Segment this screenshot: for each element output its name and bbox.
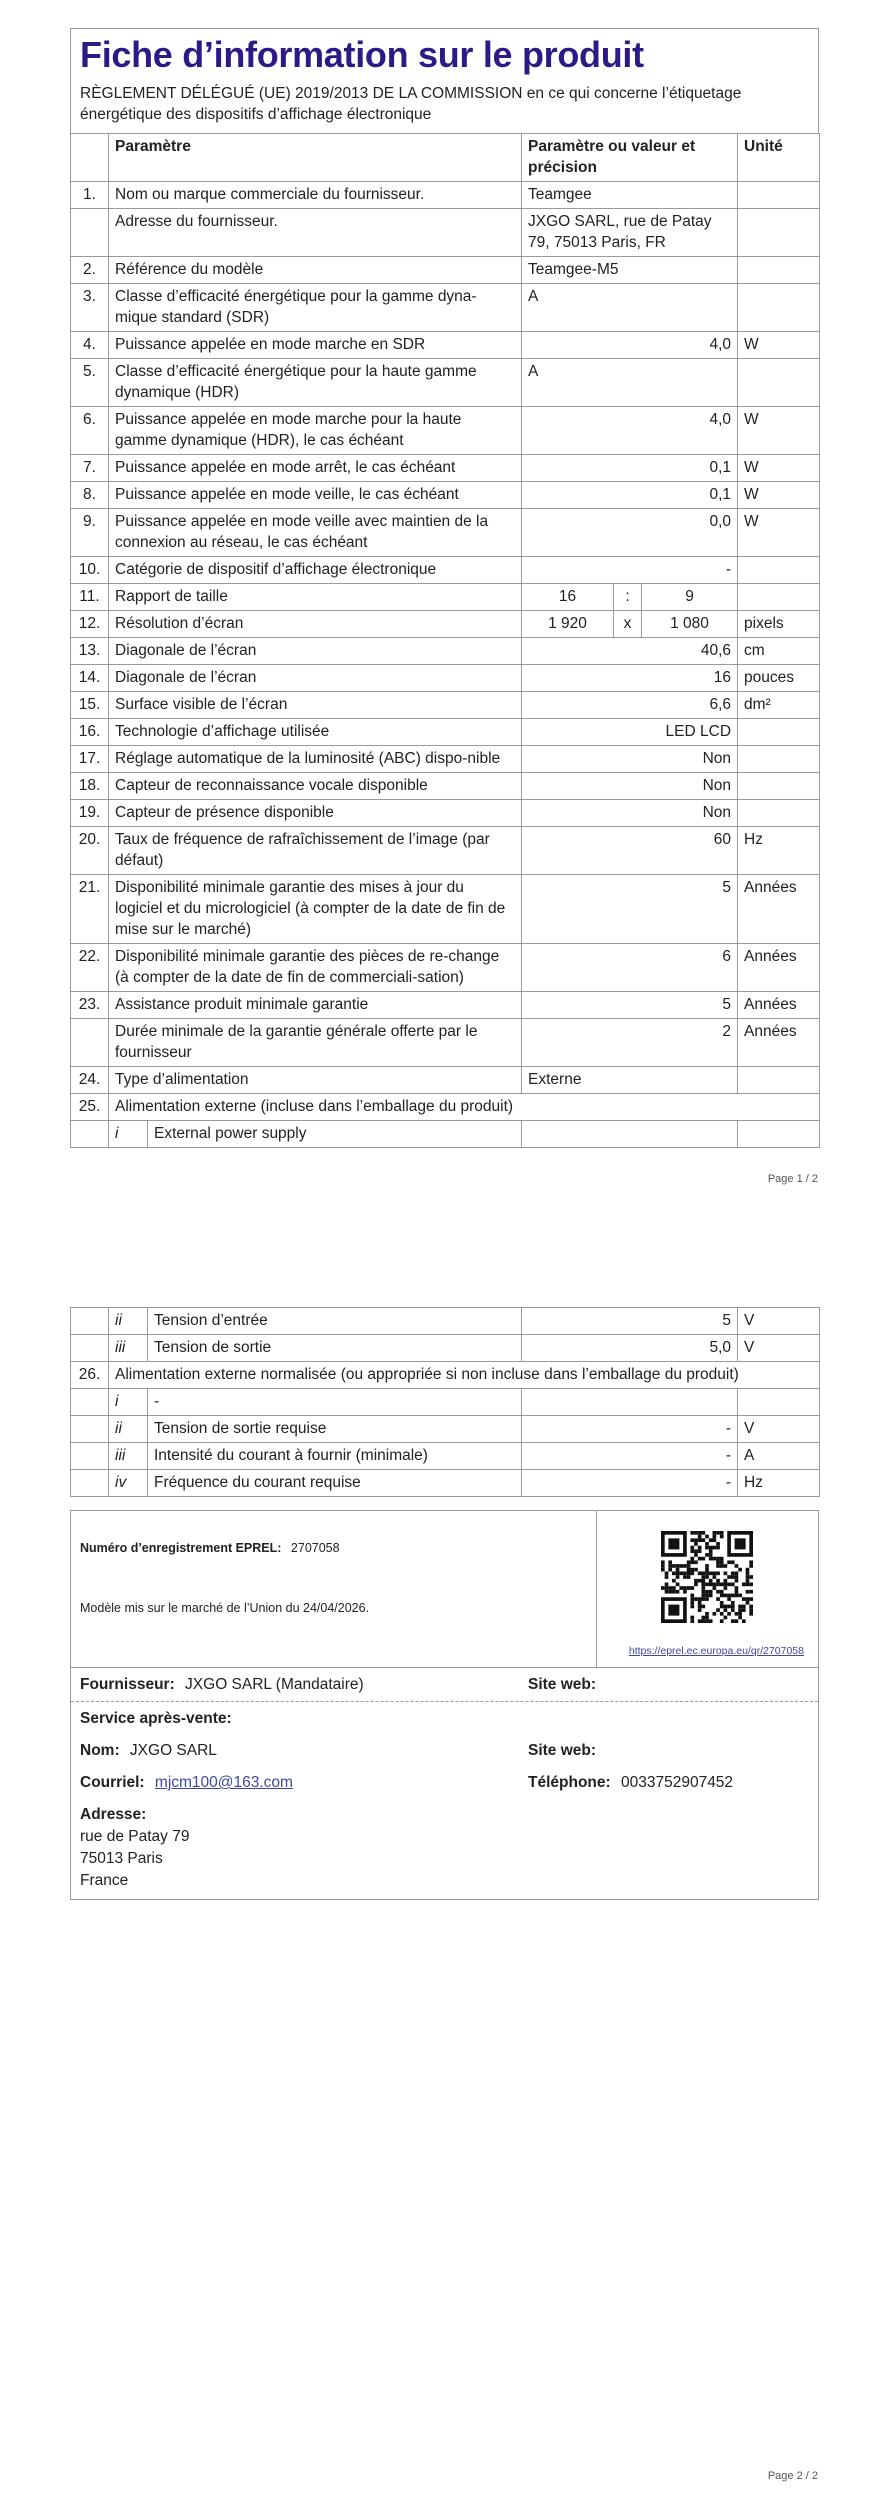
sub-index: i [109, 1389, 148, 1416]
supplier-row [71, 1668, 818, 1702]
row-unit [738, 257, 820, 284]
row-label: Puissance appelée en mode marche pour la haute gamme dynamique (HDR), le cas échéant [109, 407, 522, 455]
service-name-value: JXGO SARL [129, 1742, 217, 1759]
row-number: 22. [71, 944, 109, 992]
row-label: Catégorie de dispositif d’affichage électronique [109, 557, 522, 584]
eprel-qr-link[interactable]: https://eprel.ec.europa.eu/qr/2707058 [628, 1645, 804, 1657]
table-header-row [71, 134, 820, 182]
product-sheet-continued [70, 1307, 819, 1497]
row-label: Durée minimale de la garantie générale offerte par le fournisseur [109, 1019, 522, 1067]
supplier-value: JXGO SARL (Mandataire) [185, 1676, 364, 1693]
row-number: 16. [71, 719, 109, 746]
sub-value: 5 [522, 1308, 738, 1335]
row-value: Teamgee [522, 182, 738, 209]
row-number: 4. [71, 332, 109, 359]
row-number: 18. [71, 773, 109, 800]
header-param: Paramètre [109, 134, 522, 182]
row-number [71, 1416, 109, 1443]
row-label: Type d’alimentation [109, 1067, 522, 1094]
page-number-1: Page 1 / 2 [767, 1173, 818, 1185]
table-sub-row [71, 1335, 820, 1362]
row-unit: Années [738, 992, 820, 1019]
table-row [71, 719, 820, 746]
sub-index: ii [109, 1416, 148, 1443]
table-row [71, 800, 820, 827]
parameter-table-continued [70, 1307, 820, 1497]
row-label: Nom ou marque commerciale du fournisseur. [109, 182, 522, 209]
row-number: 11. [71, 584, 109, 611]
parameter-table [70, 133, 820, 1148]
row-value: A [522, 284, 738, 332]
sub-unit [738, 1121, 820, 1148]
row-value: Non [522, 773, 738, 800]
row-label: Surface visible de l’écran [109, 692, 522, 719]
table-sub-row [71, 1443, 820, 1470]
row-value: 16 [522, 665, 738, 692]
qr-panel [597, 1511, 818, 1667]
table-row [71, 665, 820, 692]
row-label: Puissance appelée en mode marche en SDR [109, 332, 522, 359]
row-number: 5. [71, 359, 109, 407]
row-value: 0,1 [522, 482, 738, 509]
sub-value [522, 1389, 738, 1416]
row-value-b: 9 [642, 584, 738, 611]
sub-unit: A [738, 1443, 820, 1470]
sub-index: ii [109, 1308, 148, 1335]
address-line: France [80, 1872, 129, 1889]
supplier-website-label: Site web: [528, 1676, 597, 1693]
row-number: 24. [71, 1067, 109, 1094]
row-value: A [522, 359, 738, 407]
row-number [71, 1335, 109, 1362]
page-title: Fiche d’information sur le produit [80, 34, 644, 75]
address-line: 75013 Paris [80, 1850, 163, 1867]
row-number: 14. [71, 665, 109, 692]
sub-index: iii [109, 1443, 148, 1470]
row-label: Rapport de taille [109, 584, 522, 611]
row-unit: pouces [738, 665, 820, 692]
supplier-label: Fournisseur: [80, 1676, 175, 1693]
table-sub-row [71, 1121, 820, 1148]
row-unit [738, 182, 820, 209]
header-box [70, 28, 819, 133]
row-unit: W [738, 482, 820, 509]
row-value: 0,0 [522, 509, 738, 557]
row-unit: cm [738, 638, 820, 665]
table-row [71, 992, 820, 1019]
sub-index: iii [109, 1335, 148, 1362]
row-value: LED LCD [522, 719, 738, 746]
row-value-a: 1 920 [522, 611, 614, 638]
sub-unit: V [738, 1416, 820, 1443]
row-value: 6 [522, 944, 738, 992]
table-row [71, 875, 820, 944]
row-value: 6,6 [522, 692, 738, 719]
row-label: Diagonale de l’écran [109, 665, 522, 692]
row-number: 13. [71, 638, 109, 665]
qr-code-icon[interactable] [661, 1531, 753, 1623]
row-value-a: 16 [522, 584, 614, 611]
page-number-2: Page 2 / 2 [767, 2470, 818, 2482]
row-value: Teamgee-M5 [522, 257, 738, 284]
table-row [71, 455, 820, 482]
service-address-label: Adresse: [80, 1806, 147, 1823]
row-unit [738, 359, 820, 407]
row-unit: W [738, 509, 820, 557]
row-label: Taux de fréquence de rafraîchissement de l’image (par défaut) [109, 827, 522, 875]
row-value-sep: : [614, 584, 642, 611]
registration-info [71, 1511, 597, 1667]
row-unit [738, 1067, 820, 1094]
sub-label: Tension de sortie [148, 1335, 522, 1362]
row-value: 2 [522, 1019, 738, 1067]
sub-unit: Hz [738, 1470, 820, 1497]
service-phone-label: Téléphone: [528, 1774, 611, 1791]
table-row [71, 746, 820, 773]
row-label: Réglage automatique de la luminosité (ABC) dispo-nible [109, 746, 522, 773]
page-1 [0, 0, 888, 1215]
registration-box [70, 1510, 819, 1900]
row-number: 9. [71, 509, 109, 557]
row-value-b: 1 080 [642, 611, 738, 638]
table-row [71, 1362, 820, 1389]
row-value: 5 [522, 875, 738, 944]
row-label: Classe d’efficacité énergétique pour la haute gamme dynamique (HDR) [109, 359, 522, 407]
table-row [71, 182, 820, 209]
service-phone-value: 0033752907452 [620, 1774, 734, 1791]
sub-value [522, 1121, 738, 1148]
service-name-label: Nom: [80, 1742, 120, 1759]
sub-value: 5,0 [522, 1335, 738, 1362]
table-sub-row [71, 1308, 820, 1335]
row-value: Non [522, 746, 738, 773]
row-value-sep: x [614, 611, 642, 638]
sub-unit [738, 1389, 820, 1416]
sub-label: Tension d’entrée [148, 1308, 522, 1335]
table-row [71, 359, 820, 407]
sub-index: iv [109, 1470, 148, 1497]
row-unit [738, 584, 820, 611]
table-row [71, 1019, 820, 1067]
row-number [71, 1121, 109, 1148]
header-unit: Unité [738, 134, 820, 182]
sub-label: Intensité du courant à fournir (minimale) [148, 1443, 522, 1470]
row-label: Alimentation externe normalisée (ou appropriée si non incluse dans l’emballage du produit) [109, 1362, 820, 1389]
row-number: 1. [71, 182, 109, 209]
row-label: Classe d’efficacité énergétique pour la gamme dyna-mique standard (SDR) [109, 284, 522, 332]
regulation-subtitle: RÈGLEMENT DÉLÉGUÉ (UE) 2019/2013 DE LA COMMISSION en ce qui concerne l’étiquetage énergétique des dispositifs d’affichage électronique [80, 85, 742, 123]
sub-label: Tension de sortie requise [148, 1416, 522, 1443]
row-unit [738, 557, 820, 584]
row-unit: W [738, 332, 820, 359]
table-row [71, 257, 820, 284]
sub-index: i [109, 1121, 148, 1148]
service-address [80, 1826, 809, 1892]
row-value: 5 [522, 992, 738, 1019]
page-2 [0, 1215, 888, 2510]
row-label: Puissance appelée en mode arrêt, le cas échéant [109, 455, 522, 482]
row-number [71, 1443, 109, 1470]
row-unit [738, 746, 820, 773]
row-unit: pixels [738, 611, 820, 638]
row-unit: Années [738, 944, 820, 992]
row-number: 15. [71, 692, 109, 719]
row-number [71, 1470, 109, 1497]
row-label: Diagonale de l’écran [109, 638, 522, 665]
service-email-label: Courriel: [80, 1774, 145, 1791]
table-row [71, 284, 820, 332]
row-number: 26. [71, 1362, 109, 1389]
table-sub-row [71, 1416, 820, 1443]
row-number: 19. [71, 800, 109, 827]
sub-label: - [148, 1389, 522, 1416]
row-unit: Années [738, 1019, 820, 1067]
row-number: 7. [71, 455, 109, 482]
row-unit: Hz [738, 827, 820, 875]
registration-top [71, 1511, 818, 1668]
sub-label: External power supply [148, 1121, 522, 1148]
row-value: 60 [522, 827, 738, 875]
table-row [71, 827, 820, 875]
table-row [71, 611, 820, 638]
row-label: Disponibilité minimale garantie des mises à jour du logiciel et du micrologiciel (à compter de la date de fin de mise sur le marché) [109, 875, 522, 944]
row-number: 6. [71, 407, 109, 455]
row-value: JXGO SARL, rue de Patay 79, 75013 Paris, FR [522, 209, 738, 257]
table-row [71, 407, 820, 455]
table-row [71, 944, 820, 992]
table-row [71, 584, 820, 611]
row-unit [738, 284, 820, 332]
product-sheet [70, 28, 819, 1148]
row-unit: W [738, 455, 820, 482]
header-value: Paramètre ou valeur et précision [522, 134, 738, 182]
table-sub-row [71, 1389, 820, 1416]
table-row [71, 1094, 820, 1121]
row-number [71, 209, 109, 257]
table-row [71, 692, 820, 719]
table-row [71, 1067, 820, 1094]
sub-value: - [522, 1443, 738, 1470]
row-number [71, 1389, 109, 1416]
row-unit: W [738, 407, 820, 455]
sub-value: - [522, 1416, 738, 1443]
sub-unit: V [738, 1335, 820, 1362]
row-label: Résolution d’écran [109, 611, 522, 638]
table-row [71, 773, 820, 800]
row-value: Externe [522, 1067, 738, 1094]
row-unit [738, 719, 820, 746]
service-title: Service après-vente: [80, 1710, 232, 1727]
row-unit [738, 800, 820, 827]
row-unit: Années [738, 875, 820, 944]
row-label: Disponibilité minimale garantie des pièces de re-change (à compter de la date de fin de commerciali-sation) [109, 944, 522, 992]
row-unit [738, 773, 820, 800]
row-value: 4,0 [522, 332, 738, 359]
row-number: 3. [71, 284, 109, 332]
row-label: Capteur de présence disponible [109, 800, 522, 827]
row-label: Puissance appelée en mode veille avec maintien de la connexion au réseau, le cas échéant [109, 509, 522, 557]
service-website-label: Site web: [528, 1742, 597, 1759]
row-number: 10. [71, 557, 109, 584]
row-label: Assistance produit minimale garantie [109, 992, 522, 1019]
table-sub-row [71, 1470, 820, 1497]
row-number [71, 1019, 109, 1067]
row-unit [738, 209, 820, 257]
table-row [71, 509, 820, 557]
sub-value: - [522, 1470, 738, 1497]
service-email-link[interactable]: mjcm100@163.com [154, 1774, 293, 1791]
row-value: 40,6 [522, 638, 738, 665]
row-value: - [522, 557, 738, 584]
row-number [71, 1308, 109, 1335]
row-label: Capteur de reconnaissance vocale disponible [109, 773, 522, 800]
row-number: 25. [71, 1094, 109, 1121]
row-number: 8. [71, 482, 109, 509]
after-sales-service [71, 1702, 818, 1892]
row-number: 20. [71, 827, 109, 875]
row-label: Puissance appelée en mode veille, le cas échéant [109, 482, 522, 509]
row-value: 4,0 [522, 407, 738, 455]
row-label: Adresse du fournisseur. [109, 209, 522, 257]
table-row [71, 482, 820, 509]
row-number: 17. [71, 746, 109, 773]
row-number: 21. [71, 875, 109, 944]
row-label: Alimentation externe (incluse dans l’emballage du produit) [109, 1094, 820, 1121]
row-value: Non [522, 800, 738, 827]
table-row [71, 209, 820, 257]
row-unit: dm² [738, 692, 820, 719]
row-value: 0,1 [522, 455, 738, 482]
table-row [71, 638, 820, 665]
header-num-cell [71, 134, 109, 182]
row-number: 2. [71, 257, 109, 284]
table-row [71, 332, 820, 359]
sub-label: Fréquence du courant requise [148, 1470, 522, 1497]
row-label: Référence du modèle [109, 257, 522, 284]
row-number: 12. [71, 611, 109, 638]
eprel-label: Numéro d’enregistrement EPREL: [80, 1541, 282, 1555]
sub-unit: V [738, 1308, 820, 1335]
row-label: Technologie d’affichage utilisée [109, 719, 522, 746]
table-row [71, 557, 820, 584]
address-line: rue de Patay 79 [80, 1828, 190, 1845]
row-number: 23. [71, 992, 109, 1019]
market-date-text: Modèle mis sur le marché de l’Union du 24/04/2026. [80, 1601, 370, 1615]
eprel-number: 2707058 [290, 1541, 340, 1555]
